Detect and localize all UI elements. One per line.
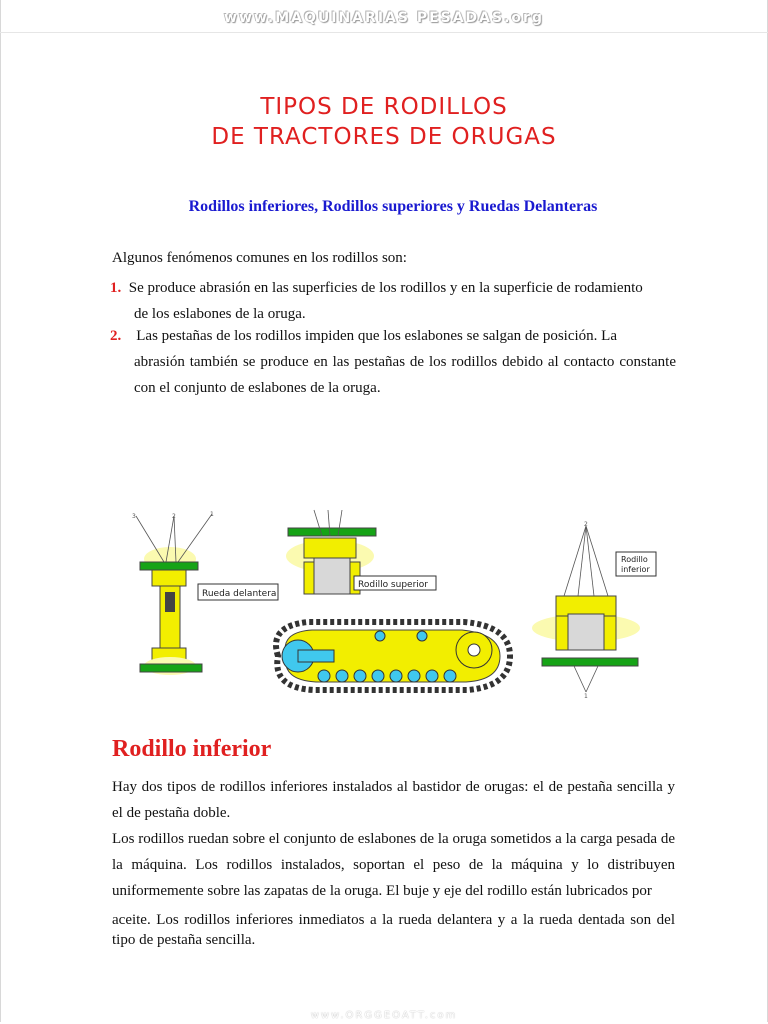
bottom-roller-label-2: inferior [621,565,650,574]
paragraph-text: Hay dos tipos de rodillos inferiores instalados al bastidor de orugas: el de pestaña sencilla y el de pestaña doble. [112,779,675,821]
callout-number: 1 [584,693,588,700]
callout-number: 3 [132,513,136,520]
paragraph-text: Los rodillos ruedan sobre el conjunto de eslabones de la oruga sometidos a la carga pesada de la máquina. Los rodillos instalados, soportan el peso de la máquina y lo distribuyen uniformemente sobre las zapatas de la oruga. El buje y eje del rodillo están lubricados por [112,831,675,899]
section-heading: Rodillo inferior [112,736,272,762]
list-number: 2. [110,328,122,344]
title-line-1: TIPOS DE RODILLOS [260,94,508,120]
list-text-cont: abrasión también se produce en las pestañas de los rodillos debido al contacto constante con el conjunto de eslabones de la oruga. [134,354,676,396]
header-divider [0,32,768,33]
paragraph [112,910,675,950]
callout-number: 2 [584,521,588,528]
top-roller-label: Rodillo superior [358,580,428,590]
document-subtitle: Rodillos inferiores, Rodillos superiores y Ruedas Delanteras [188,198,598,215]
list-number: 1. [110,280,122,296]
track-assembly [276,622,510,690]
paragraph-text: aceite. Los rodillos inferiores inmediatos a la rueda delantera y a la rueda dentada son del tipo de pestaña sencilla. [112,912,675,948]
header-watermark: www.MAQUINARIAS PESADAS.org [224,10,544,26]
list-text: Se produce abrasión en las superficies de los rodillos y en la superficie de rodamiento [128,280,643,296]
list-item [110,323,676,401]
front-wheel-label: Rueda delantera [202,589,277,599]
document-title [0,92,768,152]
list-item [110,275,676,327]
title-line-2: DE TRACTORES DE ORUGAS [211,124,557,150]
callout-number: 2 [172,513,176,520]
rollers-diagram [118,496,658,712]
bottom-roller-section [532,521,640,700]
bottom-roller-label-1: Rodillo [621,555,648,564]
callout-number: 1 [210,511,214,518]
paragraph [112,774,675,826]
paragraph [112,826,675,904]
list-text-cont: de los eslabones de la oruga. [134,306,306,322]
list-text: Las pestañas de los rodillos impiden que los eslabones se salgan de posición. La [136,328,617,344]
footer-watermark: www.ORGGEOATT.com [310,1010,458,1021]
intro-text: Algunos fenómenos comunes en los rodillos son: [112,250,407,266]
